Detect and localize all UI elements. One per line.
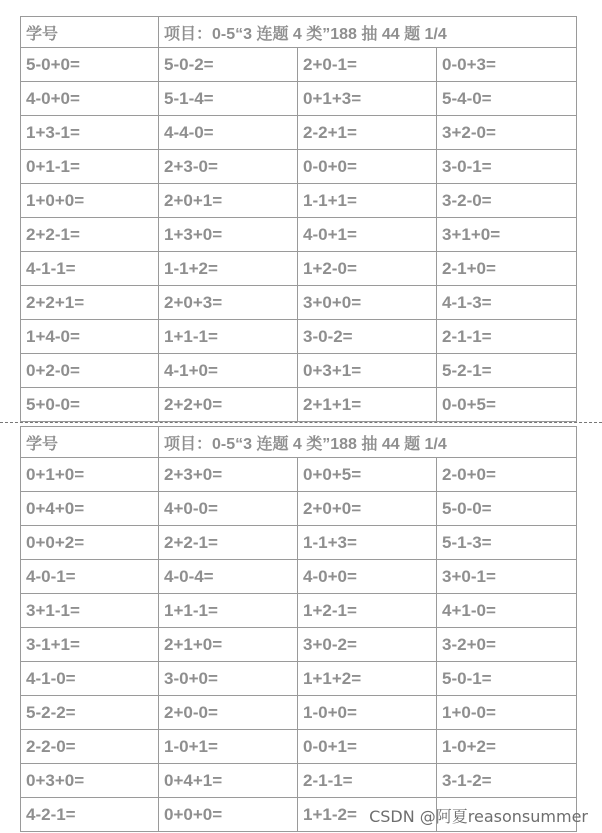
problem-row: [21, 628, 577, 662]
math-problem-cell: 5-2-1=: [437, 354, 577, 388]
math-problem-cell: 1+0-0=: [437, 696, 577, 730]
math-problem-cell: 2+2+1=: [21, 286, 159, 320]
math-problem-cell: 1+4-0=: [21, 320, 159, 354]
student-id-label: 学号: [21, 17, 159, 48]
problem-row: [21, 218, 577, 252]
math-problem-cell: 3+2-0=: [437, 116, 577, 150]
math-problem-cell: 5-2-2=: [21, 696, 159, 730]
math-problem-cell: 2+2-1=: [159, 526, 298, 560]
math-problem-cell: 2+3+0=: [159, 458, 298, 492]
math-problem-cell: 1+1-1=: [159, 594, 298, 628]
math-problem-cell: 1-0+0=: [298, 696, 437, 730]
student-id-label: 学号: [21, 427, 159, 458]
problem-row: [21, 730, 577, 764]
math-problem-cell: 2-0+0=: [437, 458, 577, 492]
problem-row: [21, 458, 577, 492]
problem-row: [21, 354, 577, 388]
math-problem-cell: 1+1-2=: [298, 798, 437, 832]
math-problem-cell: 0+4+0=: [21, 492, 159, 526]
math-problem-cell: 4-4-0=: [159, 116, 298, 150]
math-problem-cell: 0+4+1=: [159, 764, 298, 798]
watermark-text: CSDN @阿夏reasonsummer: [369, 807, 588, 826]
math-problem-cell: 0+1+3=: [298, 82, 437, 116]
worksheet-title: 项目：0-5“3 连题 4 类”188 抽 44 题 1/4: [159, 17, 577, 48]
problem-table: [20, 16, 577, 422]
math-problem-cell: 2+1+1=: [298, 388, 437, 422]
math-problem-cell: 0+3+0=: [21, 764, 159, 798]
math-problem-cell: 4-0+0=: [21, 82, 159, 116]
math-problem-cell: 4-0+1=: [298, 218, 437, 252]
math-problem-cell: 2+0+3=: [159, 286, 298, 320]
math-problem-cell: 3-2-0=: [437, 184, 577, 218]
math-problem-cell: 3-2+0=: [437, 628, 577, 662]
math-problem-cell: 0+0+5=: [298, 458, 437, 492]
math-problem-cell: 0+0+2=: [21, 526, 159, 560]
math-problem-cell: 4+0-0=: [159, 492, 298, 526]
math-problem-cell: 1-1+1=: [298, 184, 437, 218]
math-problem-cell: 2+0+0=: [298, 492, 437, 526]
math-problem-cell: 2-1-1=: [437, 320, 577, 354]
math-problem-cell: 3+0-2=: [298, 628, 437, 662]
cut-line-divider: [0, 422, 602, 423]
math-problem-cell: 4-1+0=: [159, 354, 298, 388]
problem-row: [21, 388, 577, 422]
math-problem-cell: 3-1+1=: [21, 628, 159, 662]
math-problem-cell: 5-1-4=: [159, 82, 298, 116]
math-problem-cell: 4-2-1=: [21, 798, 159, 832]
problem-row: [21, 184, 577, 218]
problem-row: [21, 526, 577, 560]
math-problem-cell: 4-0-4=: [159, 560, 298, 594]
math-problem-cell: 0+3+1=: [298, 354, 437, 388]
math-problem-cell: 0-0+0=: [298, 150, 437, 184]
problem-table: [20, 426, 577, 832]
math-problem-cell: 5-4-0=: [437, 82, 577, 116]
math-problem-cell: 5-1-3=: [437, 526, 577, 560]
math-problem-cell: 1+1+2=: [298, 662, 437, 696]
math-problem-cell: 4-1-1=: [21, 252, 159, 286]
problem-row: [21, 150, 577, 184]
problem-row: [21, 764, 577, 798]
math-problem-cell: 5-0+0=: [21, 48, 159, 82]
math-problem-cell: 1+2-0=: [298, 252, 437, 286]
problem-row: [21, 82, 577, 116]
math-problem-cell: 3+0-1=: [437, 560, 577, 594]
problem-row: [21, 560, 577, 594]
math-problem-cell: 5-0-1=: [437, 662, 577, 696]
problem-row: [21, 48, 577, 82]
math-problem-cell: 3-0-1=: [437, 150, 577, 184]
math-problem-cell: 2+0-1=: [298, 48, 437, 82]
math-problem-cell: 1+2-1=: [298, 594, 437, 628]
problem-row: [21, 696, 577, 730]
math-problem-cell: 1-1+3=: [298, 526, 437, 560]
math-problem-cell: 4-0+0=: [298, 560, 437, 594]
header-row: [21, 427, 577, 458]
math-problem-cell: 3+0+0=: [298, 286, 437, 320]
math-problem-cell: 4-1-3=: [437, 286, 577, 320]
problem-row: [21, 320, 577, 354]
problem-row: [21, 492, 577, 526]
math-problem-cell: 5-0-0=: [437, 492, 577, 526]
math-problem-cell: 3+1-1=: [21, 594, 159, 628]
math-problem-cell: 5+0-0=: [21, 388, 159, 422]
math-problem-cell: 4+1-0=: [437, 594, 577, 628]
math-problem-cell: 1-1+2=: [159, 252, 298, 286]
math-problem-cell: 2+0+1=: [159, 184, 298, 218]
math-problem-cell: 3+1+0=: [437, 218, 577, 252]
math-problem-cell: 2-1+0=: [437, 252, 577, 286]
math-problem-cell: 2-2+1=: [298, 116, 437, 150]
math-problem-cell: 2-2-0=: [21, 730, 159, 764]
math-problem-cell: 4-1-0=: [21, 662, 159, 696]
math-problem-cell: 1-0+1=: [159, 730, 298, 764]
math-problem-cell: 2-1-1=: [298, 764, 437, 798]
problem-row: [21, 116, 577, 150]
math-problem-cell: 0+1-1=: [21, 150, 159, 184]
problem-row: [21, 594, 577, 628]
math-problem-cell: 5-0-2=: [159, 48, 298, 82]
problem-row: [21, 662, 577, 696]
math-problem-cell: 2+0-0=: [159, 696, 298, 730]
math-problem-cell: 1+1-1=: [159, 320, 298, 354]
math-problem-cell: 0+2-0=: [21, 354, 159, 388]
math-problem-cell: 1-0+2=: [437, 730, 577, 764]
math-problem-cell: 3-1-2=: [437, 764, 577, 798]
math-problem-cell: 2+1+0=: [159, 628, 298, 662]
math-problem-cell: 0-0+1=: [298, 730, 437, 764]
math-problem-cell: 4-0-1=: [21, 560, 159, 594]
math-problem-cell: 0+0+0=: [159, 798, 298, 832]
math-problem-cell: 0-0+5=: [437, 388, 577, 422]
worksheet-1: [20, 16, 576, 422]
problem-row: [21, 286, 577, 320]
math-problem-cell: 2+2+0=: [159, 388, 298, 422]
math-problem-cell: 2+3-0=: [159, 150, 298, 184]
math-problem-cell: 1+3+0=: [159, 218, 298, 252]
math-problem-cell: 1+0+0=: [21, 184, 159, 218]
math-problem-cell: 3-0-2=: [298, 320, 437, 354]
math-problem-cell: 3-0+0=: [159, 662, 298, 696]
math-problem-cell: 1+3-1=: [21, 116, 159, 150]
worksheet-2: [20, 426, 576, 832]
header-row: [21, 17, 577, 48]
worksheet-title: 项目：0-5“3 连题 4 类”188 抽 44 题 1/4: [159, 427, 577, 458]
math-problem-cell: 0-0+3=: [437, 48, 577, 82]
problem-row: [21, 252, 577, 286]
math-problem-cell: 2+2-1=: [21, 218, 159, 252]
math-problem-cell: 0+1+0=: [21, 458, 159, 492]
